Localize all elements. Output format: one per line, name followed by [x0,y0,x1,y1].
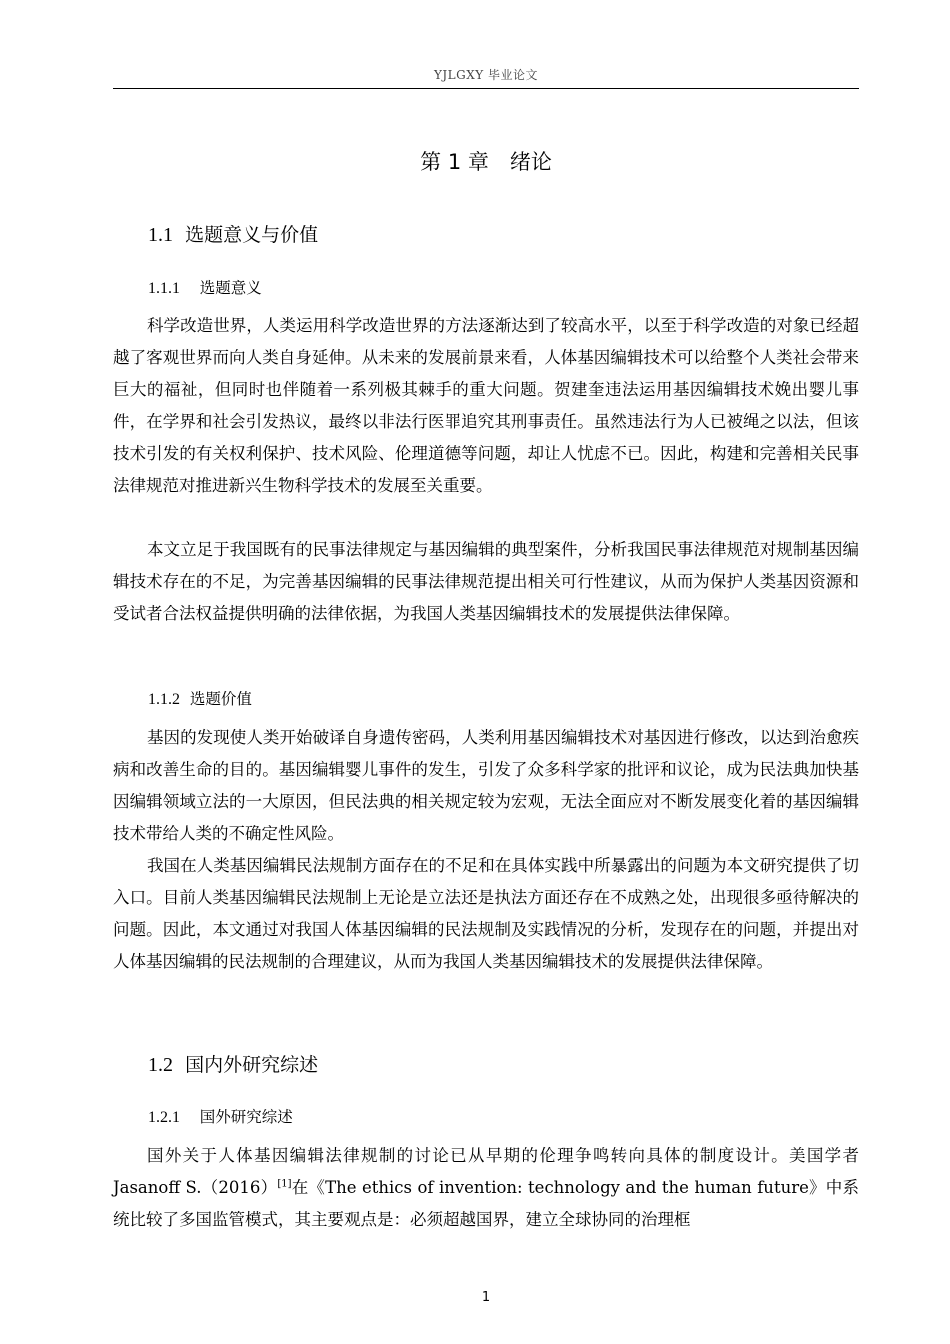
section-number: 1.2 [148,1054,173,1076]
paragraph-3: 基因的发现使人类开始破译自身遗传密码，人类利用基因编辑技术对基因进行修改，以达到治愈疾病和改善生命的目的。基因编辑婴儿事件的发生，引发了众多科学家的批评和议论，成为民法典加快基因编辑领域立法的一大原因，但民法典的相关规定较为宏观，无法全面应对不断发展变化着的基因编辑技术带给人类的不确定性风险。 [113,728,859,843]
subsection-title: 选题价值 [189,690,252,708]
subsection-heading-1-1-2 [148,687,252,709]
paragraph-4: 我国在人类基因编辑民法规制方面存在的不足和在具体实践中所暴露出的问题为本文研究提供了切入口。目前人类基因编辑民法规制上无论是立法还是执法方面还存在不成熟之处，出现很多亟待解决的问题。因此，本文通过对我国人体基因编辑的民法规制及实践情况的分析，发现存在的问题，并提出对人体基因编辑的民法规制的合理建议，从而为我国人类基因编辑技术的发展提供法律保障。 [113,856,859,971]
subsection-number: 1.2.1 [148,1109,180,1126]
paragraph-5-text-a: 国外关于人体基因编辑法律规制的讨论已从早期的伦理争鸣转向具体的制度设计。美国学者 Jasanoff S.（2016） [113,1146,859,1197]
subsection-heading-1-2-1 [148,1105,293,1127]
header-rule [113,88,859,89]
section-title: 选题意义与价值 [185,224,319,246]
citation-ref[interactable]: [1] [277,1178,292,1190]
subsection-heading-1-1-1 [148,276,262,298]
page-number: 1 [481,1290,491,1305]
paragraph-5 [113,1140,859,1236]
paragraph-5-text-b: 在《The ethics of invention: technology and the human future》中系统比较了多国监管模式，其主要观点是：必须超越国界，建立全球协同的治理框 [113,1178,859,1229]
running-header: YJLGXY 毕业论文 [433,68,539,82]
paragraph-2: 本文立足于我国既有的民事法律规定与基因编辑的典型案件，分析我国民事法律规范对规制基因编辑技术存在的不足，为完善基因编辑的民事法律规范提出相关可行性建议，从而为保护人类基因资源和受试者合法权益提供明确的法律依据，为我国人类基因编辑技术的发展提供法律保障。 [113,540,859,623]
chapter-title: 第 1 章 绪论 [420,150,552,174]
section-title: 国内外研究综述 [185,1054,319,1076]
subsection-number: 1.1.1 [148,280,180,297]
subsection-number: 1.1.2 [148,691,180,708]
subsection-title: 选题意义 [199,279,262,297]
subsection-title: 国外研究综述 [199,1108,293,1126]
section-heading-1-2 [148,1050,318,1077]
paragraph-1: 科学改造世界，人类运用科学改造世界的方法逐渐达到了较高水平，以至于科学改造的对象已经超越了客观世界而向人类自身延伸。从未来的发展前景来看，人体基因编辑技术可以给整个人类社会带来巨大的福祉，但同时也伴随着一系列极其棘手的重大问题。贺建奎违法运用基因编辑技术娩出婴儿事件，在学界和社会引发热议，最终以非法行医罪追究其刑事责任。虽然违法行为人已被绳之以法，但该技术引发的有关权利保护、技术风险、伦理道德等问题，却让人忧虑不已。因此，构建和完善相关民事法律规范对推进新兴生物科学技术的发展至关重要。 [113,316,859,495]
section-number: 1.1 [148,224,173,246]
section-heading-1-1 [148,220,318,247]
